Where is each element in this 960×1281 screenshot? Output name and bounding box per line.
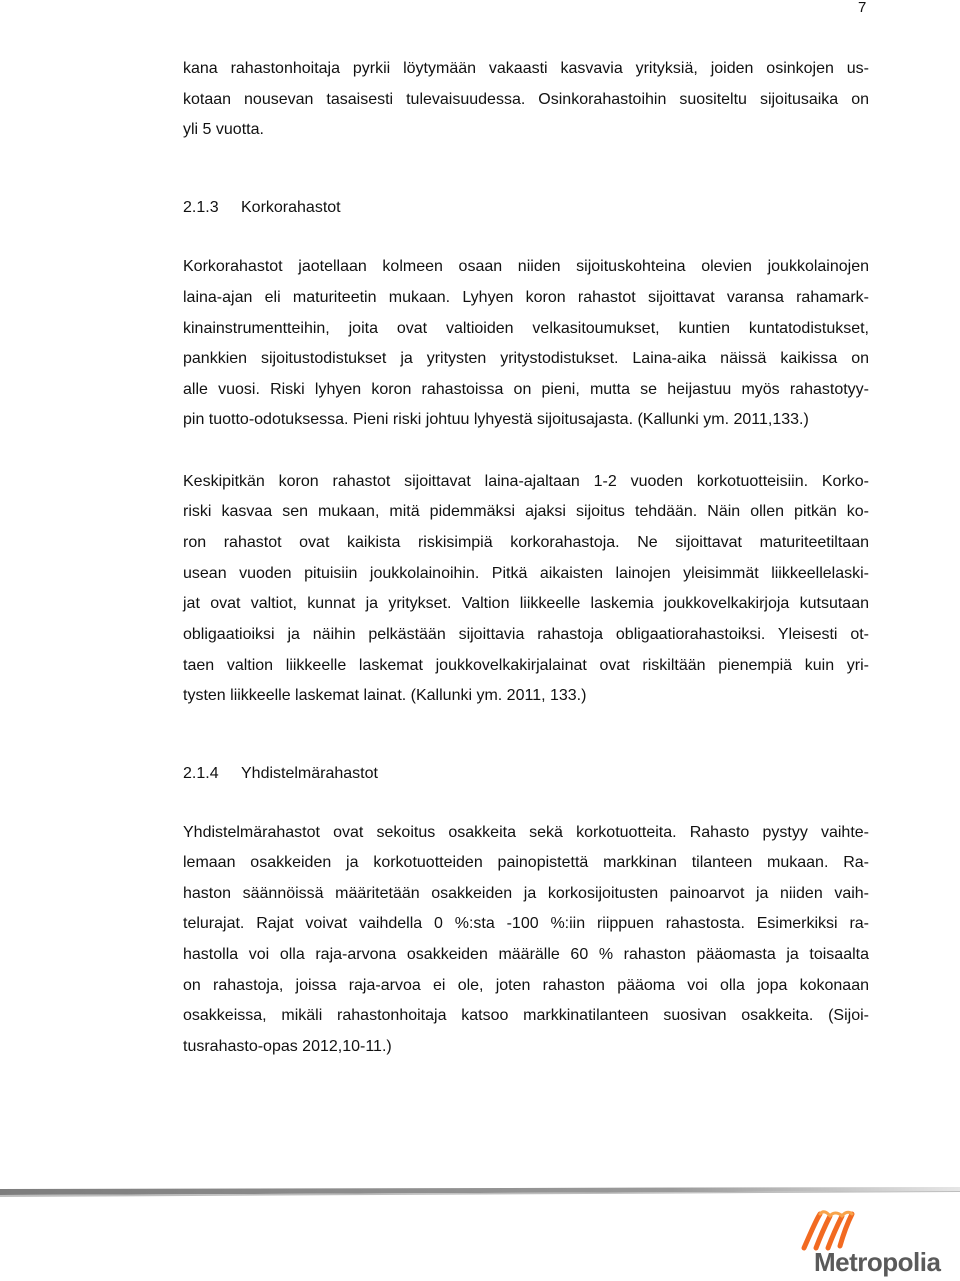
text-line: lemaan osakkeiden ja korkotuotteiden painopistettä markkinan tilanteen mukaan. Ra-: [183, 854, 869, 871]
text-line: kotaan nousevan tasaisesti tulevaisuudessa. Osinkorahastoihin suositeltu sijoitusaika on: [183, 91, 869, 108]
text-line: alle vuosi. Riski lyhyen koron rahastoissa on pieni, mutta se heijastuu myös rahastotyy-: [183, 381, 869, 398]
section-number: 2.1.3: [183, 199, 219, 216]
text-line: pin tuotto-odotuksessa. Pieni riski johtuu lyhyestä sijoitusajasta. (Kallunki ym. 2011,133.): [183, 411, 809, 428]
text-line: Yhdistelmärahastot ovat sekoitus osakkeita sekä korkotuotteita. Rahasto pystyy vaihte-: [183, 824, 869, 841]
text-line: Korkorahastot jaotellaan kolmeen osaan niiden sijoituskohteina olevien joukkolainojen: [183, 258, 869, 275]
text-line: haston säännöissä määritetään osakkeiden ja korkosijoitusten painoarvot ja niiden vaih-: [183, 885, 869, 902]
text-line: riski kasvaa sen mukaan, mitä pidemmäksi ajaksi sijoitus tehdään. Näin ollen pitkän ko-: [183, 503, 869, 520]
text-line: ron rahastot ovat kaikista riskisimpiä korkorahastoja. Ne sijoittavat maturiteetiltaan: [183, 534, 869, 551]
section-title: Yhdistelmärahastot: [241, 765, 378, 782]
footer-bar: [0, 1186, 960, 1198]
text-line: hastolla voi olla raja-arvona osakkeiden määrälle 60 % rahaston pääomasta ja toisaalta: [183, 946, 869, 963]
section-heading: [183, 764, 378, 784]
text-line: tysten liikkeelle laskemat lainat. (Kallunki ym. 2011, 133.): [183, 687, 587, 704]
text-line: on rahastoja, joissa raja-arvoa ei ole, joten rahaston pääoma voi olla jopa kokonaan: [183, 977, 869, 994]
text-line: taen valtion liikkeelle laskemat joukkovelkakirjalainat ovat riskiltään pienempiä kuin yri-: [183, 657, 869, 674]
text-line: tusrahasto-opas 2012,10-11.): [183, 1038, 392, 1055]
text-line: yli 5 vuotta.: [183, 121, 264, 138]
text-line: osakkeissa, mikäli rahastonhoitaja katsoo markkinatilanteen suosivan osakkeita. (Sijoi-: [183, 1007, 869, 1024]
text-line: usean vuoden pituisiin joukkolainoihin. Pitkä aikaisten lainojen yleisimmät liikkeellelaski-: [183, 565, 869, 582]
text-line: jat ovat valtiot, kunnat ja yritykset. Valtion liikkeelle laskemia joukkovelkakirjoja kutsutaan: [183, 595, 869, 612]
text-line: kana rahastonhoitaja pyrkii löytymään vakaasti kasvavia yrityksiä, joiden osinkojen us-: [183, 60, 869, 77]
text-line: laina-ajan eli maturiteetin mukaan. Lyhyen koron rahastot sijoittavat varansa rahamark-: [183, 289, 869, 306]
text-line: obligaatioiksi ja näihin pelkästään sijoittavia rahastoja obligaatiorahastoiksi. Yleisesti ot-: [183, 626, 869, 643]
page-number: 7: [858, 0, 867, 16]
text-line: Keskipitkän koron rahastot sijoittavat laina-ajaltaan 1-2 vuoden korkotuotteisiin. Korko-: [183, 473, 869, 490]
section-title: Korkorahastot: [241, 199, 341, 216]
text-line: kinainstrumentteihin, joita ovat valtioiden velkasitoumukset, kuntien kuntatodistukset,: [183, 320, 869, 337]
text-line: telurajat. Rajat voivat vaihdella 0 %:sta -100 %:iin riippuen rahastosta. Esimerkiksi ra-: [183, 915, 869, 932]
section-number: 2.1.4: [183, 765, 219, 782]
logo-wordmark: Metropolia: [814, 1247, 941, 1277]
text-line: pankkien sijoitustodistukset ja yritysten yritystodistukset. Laina-aika näissä kaikissa on: [183, 350, 869, 367]
section-heading: [183, 198, 341, 218]
